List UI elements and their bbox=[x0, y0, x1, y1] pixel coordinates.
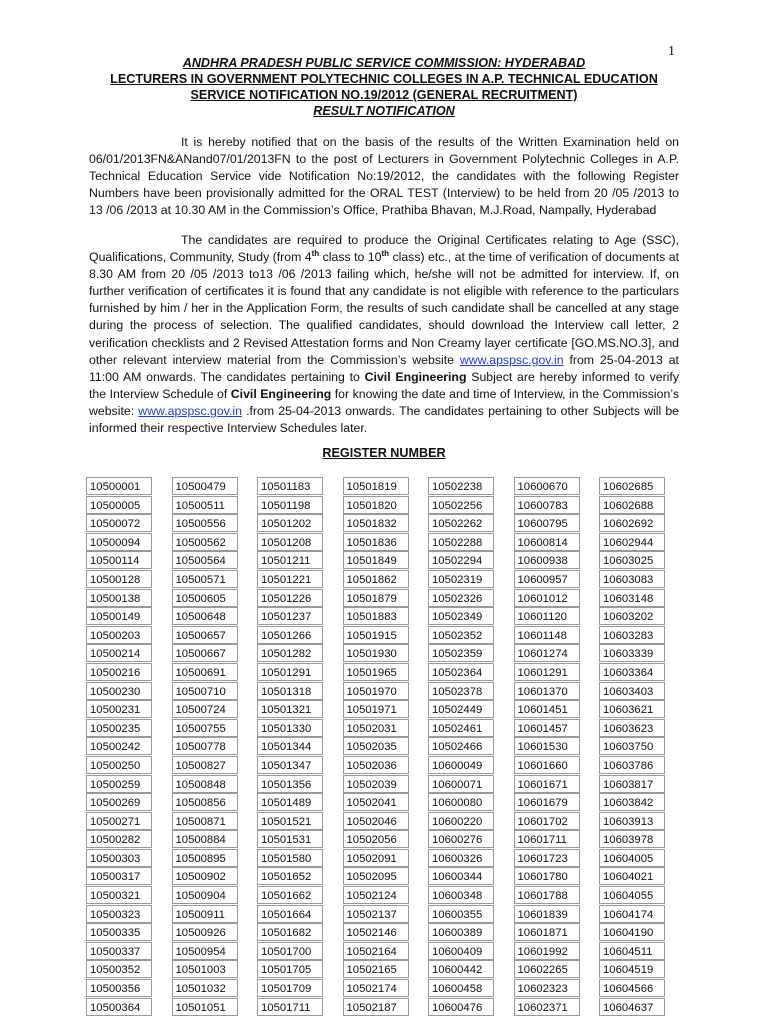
register-number-cell: 10501662 bbox=[257, 886, 323, 904]
register-number-cell: 10603817 bbox=[599, 775, 665, 793]
register-number-cell: 10500778 bbox=[172, 737, 238, 755]
register-number-cell: 10603750 bbox=[599, 737, 665, 755]
register-number-cell: 10501930 bbox=[343, 644, 409, 662]
register-number-cell: 10500691 bbox=[172, 663, 238, 681]
para2-text: .from 25-04-2013 onwards. The candidates pertaining to other Subjects will be informed their respective Interview Schedules later. bbox=[89, 403, 680, 436]
register-number-cell: 10600938 bbox=[514, 551, 580, 569]
register-number-cell: 10500902 bbox=[172, 867, 238, 885]
register-number-cell: 10501221 bbox=[257, 570, 323, 588]
register-number-cell: 10502256 bbox=[428, 496, 494, 514]
register-number-cell: 10501282 bbox=[257, 644, 323, 662]
register-number-cell: 10603403 bbox=[599, 682, 665, 700]
register-column bbox=[257, 477, 323, 1016]
register-number-cell: 10500605 bbox=[172, 589, 238, 607]
register-number-cell: 10604190 bbox=[599, 923, 665, 941]
register-number-cell: 10604511 bbox=[599, 942, 665, 960]
register-number-cell: 10501347 bbox=[257, 756, 323, 774]
register-number-cell: 10501819 bbox=[343, 477, 409, 495]
register-number-cell: 10501705 bbox=[257, 960, 323, 978]
register-number-cell: 10603083 bbox=[599, 570, 665, 588]
register-number-cell: 10603978 bbox=[599, 830, 665, 848]
register-number-cell: 10502146 bbox=[343, 923, 409, 941]
register-number-cell: 10500231 bbox=[86, 700, 152, 718]
register-number-cell: 10603148 bbox=[599, 589, 665, 607]
register-number-cell: 10604566 bbox=[599, 979, 665, 997]
register-number-cell: 10502352 bbox=[428, 626, 494, 644]
register-number-cell: 10501003 bbox=[172, 960, 238, 978]
register-number-cell: 10601457 bbox=[514, 719, 580, 737]
register-number-cell: 10502165 bbox=[343, 960, 409, 978]
register-number-cell: 10500250 bbox=[86, 756, 152, 774]
register-number-cell: 10501862 bbox=[343, 570, 409, 588]
register-number-cell: 10500323 bbox=[86, 905, 152, 923]
register-number-cell: 10502137 bbox=[343, 905, 409, 923]
register-number-heading: REGISTER NUMBER bbox=[322, 446, 446, 460]
register-number-cell: 10502041 bbox=[343, 793, 409, 811]
register-number-cell: 10500214 bbox=[86, 644, 152, 662]
register-number-cell: 10603283 bbox=[599, 626, 665, 644]
register-number-cell: 10500138 bbox=[86, 589, 152, 607]
post-title: LECTURERS IN GOVERNMENT POLYTECHNIC COLLEGES IN A.P. TECHNICAL EDUCATION bbox=[110, 72, 658, 86]
register-number-cell: 10501883 bbox=[343, 607, 409, 625]
register-number-cell: 10601788 bbox=[514, 886, 580, 904]
register-number-cell: 10603786 bbox=[599, 756, 665, 774]
register-number-cell: 10600276 bbox=[428, 830, 494, 848]
register-column bbox=[599, 477, 665, 1016]
register-number-cell: 10501266 bbox=[257, 626, 323, 644]
register-number-cell: 10601291 bbox=[514, 663, 580, 681]
register-number-cell: 10501709 bbox=[257, 979, 323, 997]
register-number-cell: 10603913 bbox=[599, 812, 665, 830]
register-number-cell: 10502095 bbox=[343, 867, 409, 885]
notification-number: SERVICE NOTIFICATION NO.19/2012 (GENERAL RECRUITMENT) bbox=[190, 88, 578, 102]
register-number-cell: 10500926 bbox=[172, 923, 238, 941]
register-number-cell: 10501682 bbox=[257, 923, 323, 941]
register-number-cell: 10601702 bbox=[514, 812, 580, 830]
register-number-cell: 10501580 bbox=[257, 849, 323, 867]
register-number-cell: 10500269 bbox=[86, 793, 152, 811]
register-number-cell: 10601120 bbox=[514, 607, 580, 625]
register-number-cell: 10604174 bbox=[599, 905, 665, 923]
register-number-cell: 10601660 bbox=[514, 756, 580, 774]
page-number: 1 bbox=[668, 44, 675, 59]
register-number-cell: 10501330 bbox=[257, 719, 323, 737]
register-number-cell: 10601012 bbox=[514, 589, 580, 607]
register-number-cell: 10500848 bbox=[172, 775, 238, 793]
register-number-cell: 10502036 bbox=[343, 756, 409, 774]
register-number-cell: 10501832 bbox=[343, 514, 409, 532]
register-column bbox=[514, 477, 580, 1016]
register-number-cell: 10604005 bbox=[599, 849, 665, 867]
register-number-cell: 10500259 bbox=[86, 775, 152, 793]
website-link[interactable]: www.apspsc.gov.in bbox=[459, 352, 564, 367]
register-number-cell: 10501226 bbox=[257, 589, 323, 607]
register-number-cell: 10501198 bbox=[257, 496, 323, 514]
register-number-cell: 10502238 bbox=[428, 477, 494, 495]
register-number-cell: 10501849 bbox=[343, 551, 409, 569]
register-number-cell: 10502039 bbox=[343, 775, 409, 793]
register-number-cell: 10501318 bbox=[257, 682, 323, 700]
register-number-cell: 10500335 bbox=[86, 923, 152, 941]
register-number-cell: 10600071 bbox=[428, 775, 494, 793]
para2-text: class to 10 bbox=[319, 250, 382, 265]
register-number-cell: 10500282 bbox=[86, 830, 152, 848]
superscript-th: th bbox=[381, 249, 390, 258]
register-number-cell: 10600458 bbox=[428, 979, 494, 997]
register-number-cell: 10501879 bbox=[343, 589, 409, 607]
register-number-cell: 10602685 bbox=[599, 477, 665, 495]
register-number-cell: 10500657 bbox=[172, 626, 238, 644]
register-number-cell: 10502466 bbox=[428, 737, 494, 755]
register-number-cell: 10600957 bbox=[514, 570, 580, 588]
register-number-cell: 10501836 bbox=[343, 533, 409, 551]
register-number-cell: 10500271 bbox=[86, 812, 152, 830]
register-number-cell: 10500479 bbox=[172, 477, 238, 495]
register-number-cell: 10502031 bbox=[343, 719, 409, 737]
register-column bbox=[428, 477, 494, 1016]
register-number-cell: 10500911 bbox=[172, 905, 238, 923]
subject-bold: Civil Engineering bbox=[230, 386, 332, 401]
register-number-cell: 10502449 bbox=[428, 700, 494, 718]
register-number-cell: 10602692 bbox=[599, 514, 665, 532]
register-number-cell: 10500356 bbox=[86, 979, 152, 997]
register-number-cell: 10603202 bbox=[599, 607, 665, 625]
register-number-cell: 10501915 bbox=[343, 626, 409, 644]
register-number-cell: 10604637 bbox=[599, 998, 665, 1016]
register-number-cell: 10601679 bbox=[514, 793, 580, 811]
para2-text: for knowing the date and time of Interview, in the Commission’s website: bbox=[89, 386, 679, 418]
register-number-cell: 10601711 bbox=[514, 830, 580, 848]
register-number-cell: 10501664 bbox=[257, 905, 323, 923]
register-number-cell: 10600442 bbox=[428, 960, 494, 978]
register-number-cell: 10502319 bbox=[428, 570, 494, 588]
register-number-cell: 10500827 bbox=[172, 756, 238, 774]
register-number-cell: 10604021 bbox=[599, 867, 665, 885]
register-number-cell: 10500094 bbox=[86, 533, 152, 551]
register-number-cell: 10500114 bbox=[86, 551, 152, 569]
register-number-cell: 10600220 bbox=[428, 812, 494, 830]
register-number-cell: 10601530 bbox=[514, 737, 580, 755]
register-number-cell: 10500149 bbox=[86, 607, 152, 625]
register-number-cell: 10502349 bbox=[428, 607, 494, 625]
register-number-cell: 10603842 bbox=[599, 793, 665, 811]
register-column bbox=[86, 477, 152, 1016]
register-number-cell: 10601723 bbox=[514, 849, 580, 867]
register-number-cell: 10500242 bbox=[86, 737, 152, 755]
register-number-cell: 10502461 bbox=[428, 719, 494, 737]
register-number-cell: 10601148 bbox=[514, 626, 580, 644]
register-number-cell: 10501965 bbox=[343, 663, 409, 681]
register-number-cell: 10500128 bbox=[86, 570, 152, 588]
register-number-cell: 10500216 bbox=[86, 663, 152, 681]
register-number-cell: 10501291 bbox=[257, 663, 323, 681]
register-number-cell: 10501970 bbox=[343, 682, 409, 700]
register-number-cell: 10600348 bbox=[428, 886, 494, 904]
register-number-cell: 10500755 bbox=[172, 719, 238, 737]
para2-text: Subject are hereby informed to verify the Interview Schedule of bbox=[89, 369, 679, 401]
register-number-cell: 10502378 bbox=[428, 682, 494, 700]
register-number-cell: 10501652 bbox=[257, 867, 323, 885]
register-number-cell: 10500856 bbox=[172, 793, 238, 811]
register-number-cell: 10502056 bbox=[343, 830, 409, 848]
register-number-cell: 10500230 bbox=[86, 682, 152, 700]
superscript-th: th bbox=[311, 249, 320, 258]
register-number-cell: 10601780 bbox=[514, 867, 580, 885]
register-number-cell: 10502174 bbox=[343, 979, 409, 997]
intro-paragraph: It is hereby notified that on the basis of the results of the Written Examination held on 06/01/2013FN&ANand07/01/2013FN to the post of Lecturers in Government Polytechnic Colleges in A.P. Technical Education Service vide Notification No:19/2012, the candidates with the following Register Numbers have been provisionally admitted for the ORAL TEST (Interview) to be held from 20 /05 /2013 to 13 /06 /2013 at 10.30 AM in the Commission’s Office, Prathiba Bhavan, M.J.Road, Nampally, Hyderabad bbox=[89, 135, 679, 218]
register-number-cell: 10500724 bbox=[172, 700, 238, 718]
para2-text: class) etc., at the time of verification of documents at 8.30 AM from 20 /05 /2013 to13 /06 /2013 failing which, he/she will not be admitted for interview. If, on further verification of certificates it is found that any candidate is not eligible with reference to the particulars furnished by him / her in the Application Form, the results of such candidate shall be cancelled at any stage during the process of selection. The qualified candidates, should download the Interview call letter, 2 verification checklists and 2 Revised Attestation forms and Non Creamy layer certificate [GO.MS.NO.3], and other relevant interview material from the Commission’s website bbox=[89, 250, 680, 367]
register-number-cell: 10501321 bbox=[257, 700, 323, 718]
register-number-cell: 10502187 bbox=[343, 998, 409, 1016]
register-number-cell: 10500337 bbox=[86, 942, 152, 960]
register-number-cell: 10500564 bbox=[172, 551, 238, 569]
register-number-cell: 10502359 bbox=[428, 644, 494, 662]
register-number-cell: 10604055 bbox=[599, 886, 665, 904]
register-number-cell: 10500072 bbox=[86, 514, 152, 532]
register-number-cell: 10501211 bbox=[257, 551, 323, 569]
register-number-cell: 10501356 bbox=[257, 775, 323, 793]
register-number-cell: 10600795 bbox=[514, 514, 580, 532]
register-number-cell: 10500954 bbox=[172, 942, 238, 960]
website-link[interactable]: www.apspsc.gov.in bbox=[138, 403, 242, 418]
register-number-cell: 10601451 bbox=[514, 700, 580, 718]
register-number-cell: 10600476 bbox=[428, 998, 494, 1016]
subject-bold: Civil Engineering bbox=[364, 369, 467, 384]
register-number-cell: 10500667 bbox=[172, 644, 238, 662]
register-number-cell: 10604519 bbox=[599, 960, 665, 978]
register-number-cell: 10600814 bbox=[514, 533, 580, 551]
register-number-cell: 10601839 bbox=[514, 905, 580, 923]
register-number-cell: 10500321 bbox=[86, 886, 152, 904]
register-number-cell: 10501489 bbox=[257, 793, 323, 811]
register-number-cell: 10600344 bbox=[428, 867, 494, 885]
register-number-cell: 10500364 bbox=[86, 998, 152, 1016]
register-number-cell: 10500871 bbox=[172, 812, 238, 830]
register-number-cell: 10502124 bbox=[343, 886, 409, 904]
commission-title: ANDHRA PRADESH PUBLIC SERVICE COMMISSION: HYDERABAD bbox=[182, 56, 586, 70]
register-number-cell: 10600049 bbox=[428, 756, 494, 774]
register-number-cell: 10602323 bbox=[514, 979, 580, 997]
register-number-cell: 10501521 bbox=[257, 812, 323, 830]
register-number-cell: 10500884 bbox=[172, 830, 238, 848]
register-number-cell: 10601370 bbox=[514, 682, 580, 700]
register-number-cell: 10600670 bbox=[514, 477, 580, 495]
register-number-cell: 10500511 bbox=[172, 496, 238, 514]
register-number-cell: 10601274 bbox=[514, 644, 580, 662]
register-number-cell: 10603623 bbox=[599, 719, 665, 737]
register-number-cell: 10501202 bbox=[257, 514, 323, 532]
register-number-cell: 10501531 bbox=[257, 830, 323, 848]
register-number-cell: 10500317 bbox=[86, 867, 152, 885]
register-number-cell: 10501051 bbox=[172, 998, 238, 1016]
register-number-cell: 10500235 bbox=[86, 719, 152, 737]
register-number-cell: 10500648 bbox=[172, 607, 238, 625]
para2-text: The candidates are required to produce the Original Certificates relating to Age (SSC), Qualifications, Community, Study (from 4 bbox=[89, 233, 679, 265]
register-number-cell: 10500203 bbox=[86, 626, 152, 644]
register-number-cell: 10501700 bbox=[257, 942, 323, 960]
register-number-cell: 10501344 bbox=[257, 737, 323, 755]
register-number-cell: 10600389 bbox=[428, 923, 494, 941]
register-number-cell: 10500001 bbox=[86, 477, 152, 495]
para2-text: from 25-04-2013 at 11:00 AM onwards. The candidates pertaining to bbox=[89, 352, 679, 384]
register-number-cell: 10500562 bbox=[172, 533, 238, 551]
register-number-cell: 10502288 bbox=[428, 533, 494, 551]
register-number-cell: 10500710 bbox=[172, 682, 238, 700]
register-number-cell: 10501183 bbox=[257, 477, 323, 495]
register-number-cell: 10501971 bbox=[343, 700, 409, 718]
register-number-cell: 10603025 bbox=[599, 551, 665, 569]
register-number-cell: 10500352 bbox=[86, 960, 152, 978]
register-number-cell: 10601671 bbox=[514, 775, 580, 793]
register-number-cell: 10500895 bbox=[172, 849, 238, 867]
register-number-cell: 10602688 bbox=[599, 496, 665, 514]
result-notification-title: RESULT NOTIFICATION bbox=[313, 104, 455, 118]
register-number-cell: 10603621 bbox=[599, 700, 665, 718]
register-number-cell: 10602944 bbox=[599, 533, 665, 551]
register-number-cell: 10502046 bbox=[343, 812, 409, 830]
register-number-cell: 10501711 bbox=[257, 998, 323, 1016]
register-number-cell: 10500005 bbox=[86, 496, 152, 514]
register-number-cell: 10502364 bbox=[428, 663, 494, 681]
register-number-cell: 10501237 bbox=[257, 607, 323, 625]
register-number-cell: 10500904 bbox=[172, 886, 238, 904]
register-number-cell: 10600080 bbox=[428, 793, 494, 811]
register-number-cell: 10502091 bbox=[343, 849, 409, 867]
register-number-cell: 10501032 bbox=[172, 979, 238, 997]
register-number-cell: 10500556 bbox=[172, 514, 238, 532]
register-number-cell: 10603339 bbox=[599, 644, 665, 662]
register-number-cell: 10501820 bbox=[343, 496, 409, 514]
register-number-cell: 10502035 bbox=[343, 737, 409, 755]
register-number-cell: 10603364 bbox=[599, 663, 665, 681]
register-number-cell: 10502294 bbox=[428, 551, 494, 569]
register-number-cell: 10600355 bbox=[428, 905, 494, 923]
register-number-cell: 10600409 bbox=[428, 942, 494, 960]
register-number-cell: 10601871 bbox=[514, 923, 580, 941]
register-number-cell: 10602265 bbox=[514, 960, 580, 978]
register-number-cell: 10500303 bbox=[86, 849, 152, 867]
register-column bbox=[172, 477, 238, 1016]
register-number-cell: 10601992 bbox=[514, 942, 580, 960]
instructions-paragraph bbox=[89, 232, 679, 437]
register-number-cell: 10502326 bbox=[428, 589, 494, 607]
register-column bbox=[343, 477, 409, 1016]
register-number-cell: 10500571 bbox=[172, 570, 238, 588]
register-number-cell: 10600326 bbox=[428, 849, 494, 867]
register-number-cell: 10502164 bbox=[343, 942, 409, 960]
register-number-cell: 10502262 bbox=[428, 514, 494, 532]
register-number-cell: 10501208 bbox=[257, 533, 323, 551]
register-number-cell: 10600783 bbox=[514, 496, 580, 514]
register-number-cell: 10602371 bbox=[514, 998, 580, 1016]
